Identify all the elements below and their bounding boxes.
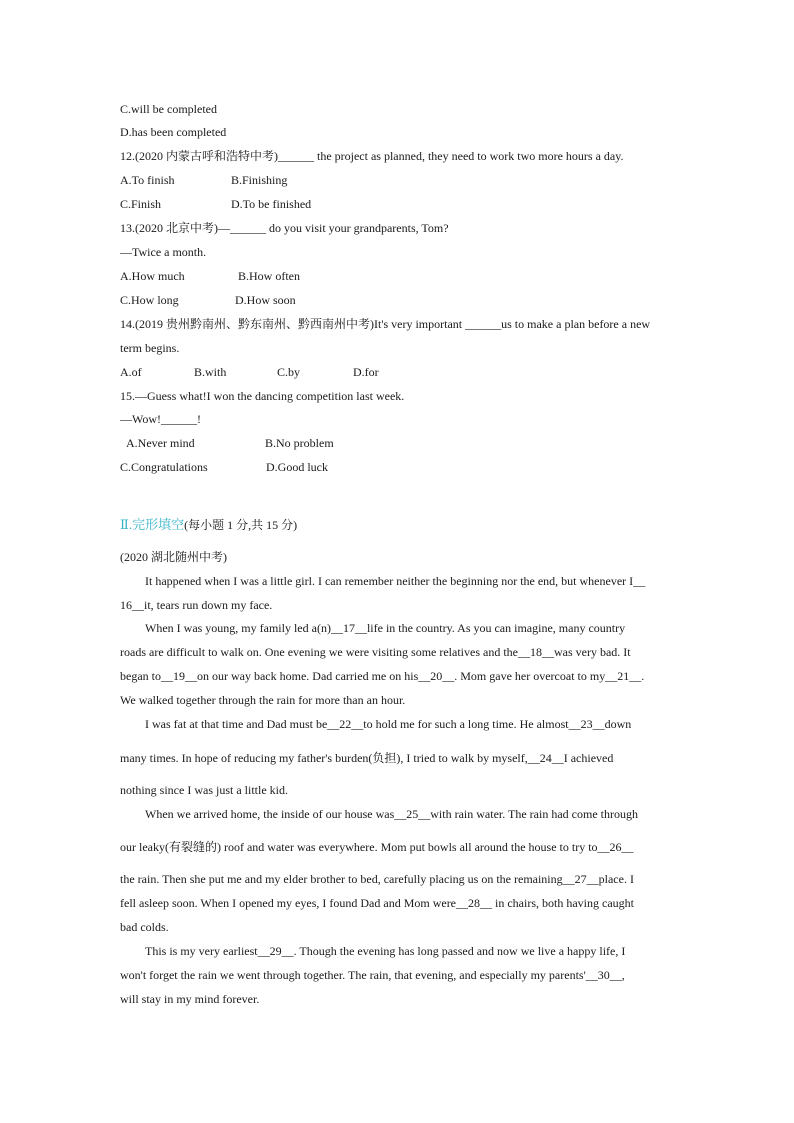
q12-options-cd [120,196,311,212]
q13-reply: —Twice a month. [120,245,207,259]
passage-source: (2020 湖北随州中考) [120,550,227,564]
passage-line: many times. In hope of reducing my father's burden(负担), I tried to walk by myself,__24__I achieved [120,751,614,765]
q13-option-b: B.How often [238,269,300,283]
q15-options-cd [120,459,328,475]
q12-options-ab [120,172,287,188]
q13-option-c: C.How long [120,293,179,307]
passage-line: When I was young, my family led a(n)__17__life in the country. As you can imagine, many country [145,621,626,635]
passage-line: This is my very earliest__29__. Though the evening has long passed and now we live a happy life, I [145,944,626,958]
q12-option-a: A.To finish [120,173,175,187]
q15-option-a: A.Never mind [126,436,195,450]
q14-option-c: C.by [277,365,301,379]
q12-stem: 12.(2020 内蒙古呼和浩特中考)______ the project as planned, they need to work two more hours a day. [120,149,624,163]
q14-option-b: B.with [194,365,227,379]
q14-stem-continued: term begins. [120,341,180,355]
passage-line: roads are difficult to walk on. One evening we were visiting some relatives and the__18__was very bad. It [120,645,631,659]
q15-options-ab [126,435,334,451]
q15-reply: —Wow!______! [120,412,202,426]
passage-line: began to__19__on our way back home. Dad carried me on his__20__. Mom gave her overcoat to my__21__. [120,669,645,683]
q14-options [120,364,379,380]
passage-line: 16__it, tears run down my face. [120,598,273,612]
passage-line: bad colds. [120,920,169,934]
passage-line: won't forget the rain we went through together. The rain, that evening, and especially my parents'__30__, [120,968,625,982]
q11-option-c: C.will be completed [120,102,217,116]
section-heading [120,517,297,533]
passage-line: When we arrived home, the inside of our house was__25__with rain water. The rain had come through [145,807,638,821]
q13-option-d: D.How soon [235,293,296,307]
passage-line: nothing since I was just a little kid. [120,783,288,797]
passage-line: We walked together through the rain for more than an hour. [120,693,406,707]
passage-line: It happened when I was a little girl. I can remember neither the beginning nor the end, but whenever I__ [145,574,646,588]
q14-option-a: A.of [120,365,142,379]
passage-line: I was fat at that time and Dad must be__22__to hold me for such a long time. He almost__23__down [145,717,632,731]
q15-option-d: D.Good luck [266,460,328,474]
q13-options-cd [120,292,296,308]
passage-line: will stay in my mind forever. [120,992,260,1006]
q12-option-c: C.Finish [120,197,162,211]
q13-option-a: A.How much [120,269,185,283]
q15-option-c: C.Congratulations [120,460,208,474]
q15-option-b: B.No problem [265,436,334,450]
section-title: Ⅱ.完形填空 [120,517,185,532]
q12-option-b: B.Finishing [231,173,288,187]
passage-line: our leaky(有裂缝的) roof and water was everywhere. Mom put bowls all around the house to try to__26__ [120,840,634,854]
q12-option-d: D.To be finished [231,197,312,211]
q11-option-d: D.has been completed [120,125,227,139]
passage-line: fell asleep soon. When I opened my eyes, I found Dad and Mom were__28__ in chairs, both having caught [120,896,634,910]
q13-stem: 13.(2020 北京中考)—______ do you visit your grandparents, Tom? [120,221,449,235]
q14-option-d: D.for [353,365,379,379]
q13-options-ab [120,268,300,284]
section-scoring-note: (每小题 1 分,共 15 分) [184,518,298,532]
q15-stem: 15.—Guess what!I won the dancing competition last week. [120,389,405,403]
q14-stem: 14.(2019 贵州黔南州、黔东南州、黔西南州中考)It's very important ______us to make a plan before a new [120,317,651,331]
passage-line: the rain. Then she put me and my elder brother to bed, carefully placing us on the remaining__27__place. I [120,872,634,886]
